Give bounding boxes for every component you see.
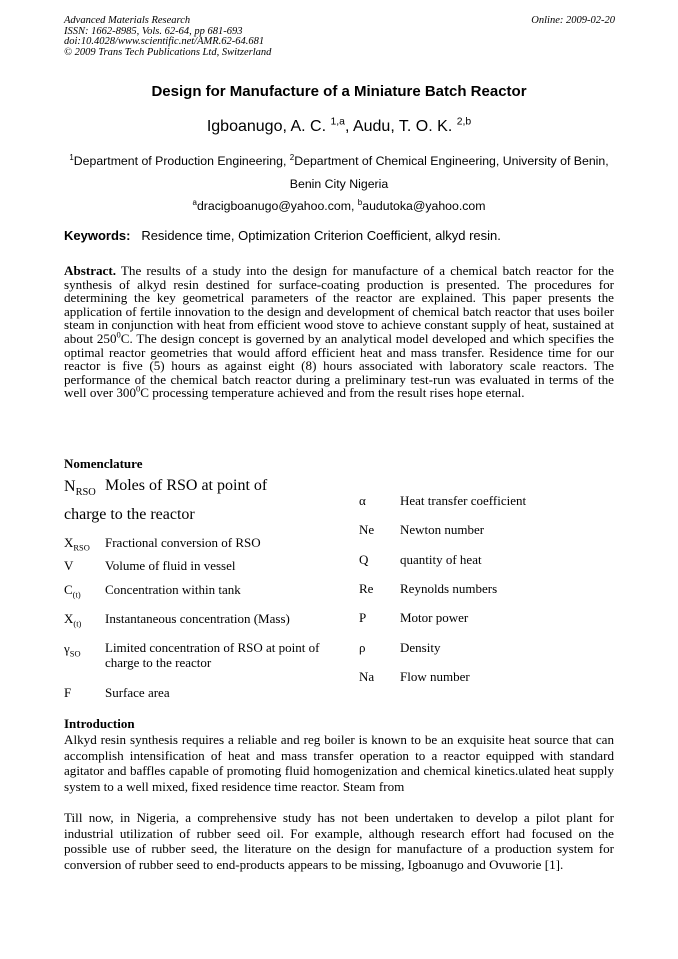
author-2-sup: 2,b xyxy=(456,116,472,128)
nom-symbol: Na xyxy=(359,669,375,684)
nom-desc: charge to the reactor xyxy=(64,506,195,523)
nom-symbol: $\gamma_{SO}$ xyxy=(64,641,81,659)
nom-desc: Flow number xyxy=(400,669,470,684)
email-sup: a xyxy=(192,197,197,207)
aff-1: Department of Production Engineering, xyxy=(73,154,290,168)
issn: ISSN: 1662-8985, Vols. 62-64, pp 681-693 xyxy=(64,25,243,37)
nom-symbol: Q xyxy=(359,552,369,567)
keywords xyxy=(64,228,501,243)
author-1-sup: 1,a xyxy=(330,116,345,128)
author-2: , Audu, T. O. K. xyxy=(344,118,457,135)
email-sup: b xyxy=(357,197,363,207)
nom-symbol: P xyxy=(359,610,367,625)
nom-desc: Fractional conversion of RSO xyxy=(105,535,261,550)
introduction-paragraph-1: Alkyd resin synthesis requires a reliable and reg boiler is known to be an exquisite heat source that can accomplish intensification of heat and mass transfer operation to a reactor equipped with standard agitator and baffles capable of promoting fluid homogenization and chemical kinetics.ulated heat supply system to a well mixed, fixed residence time reactor. Steam from xyxy=(64,732,614,794)
introduction-paragraph-2: Till now, in Nigeria, a comprehensive study has not been undertaken to develop a pilot plant for industrial utilization of rubber seed oil. For example, although research effort had focused on the possible use of rubber seed, the literature on the design for manufacture of a production system for conversion of rubber seed to end-products appears to be missing, Igboanugo and Ovuworie [1]. xyxy=(64,810,614,872)
doi: doi:10.4028/www.scientific.net/AMR.62-64.681 xyxy=(64,36,265,48)
nom-desc: Reynolds numbers xyxy=(400,581,498,596)
copyright: © 2009 Trans Tech Publications Ltd, Switzerland xyxy=(64,46,272,58)
nom-desc: Surface area xyxy=(105,685,170,700)
nom-desc: Newton number xyxy=(400,522,485,537)
abstract-text: The results of a study into the design for manufacture of a chemical batch reactor for the synthesis of alkyd resin destined for surface-coating production is presented. The procedures for determining the key geometrical parameters of the reactor are explained. This paper presents the application of fertile innovation to the design and development of chemical batch reactor that uses boiler steam in conjunction with heat from efficient wood stove to achieve constant supply of heat, sustained at about 250 xyxy=(64,263,614,346)
email-2: audutoka@yahoo.com xyxy=(362,199,486,213)
nom-desc: Concentration within tank xyxy=(105,582,241,597)
abstract-text: C. The design concept is governed by an analytical model developed and which specifies the optimal reactor geometries that would afford efficient heat and mass transfer. Residence time for our reactor is five (5) hours as against eight (8) hours associated with laboratory scale reactors. The performance of the chemical batch reactor during a preliminary test-run was evaluated in terms of the well over 300 xyxy=(64,330,614,401)
aff-sup: 1 xyxy=(69,152,74,162)
nom-desc: Moles of RSO at point of xyxy=(105,477,268,494)
online-date: Online: 2009-02-20 xyxy=(531,15,615,26)
introduction-heading: Introduction xyxy=(64,716,135,731)
nom-symbol: α xyxy=(359,493,366,508)
author-1: Igboanugo, A. C. xyxy=(206,118,331,135)
nom-symbol: ρ xyxy=(359,640,366,655)
nom-symbol: Re xyxy=(359,581,374,596)
nomenclature-heading: Nomenclature xyxy=(64,456,143,471)
nom-desc: Volume of fluid in vessel xyxy=(105,558,236,573)
abstract xyxy=(64,264,614,400)
degree-sup: 0 xyxy=(116,329,121,340)
keywords-label: Keywords: xyxy=(64,228,131,243)
journal-header xyxy=(64,16,271,58)
degree-sup: 0 xyxy=(136,383,141,394)
nom-symbol: $X_{RSO}$ xyxy=(64,535,90,553)
aff-2: Department of Chemical Engineering, University of Benin, Benin City Nigeria xyxy=(289,154,609,191)
nom-symbol: V xyxy=(64,558,74,573)
nom-symbol: $N_{RSO}$ xyxy=(64,478,96,499)
keywords-text: Residence time, Optimization Criterion Coefficient, alkyd resin. xyxy=(141,228,501,243)
nom-symbol: $C_{(t)}$ xyxy=(64,582,81,600)
aff-sup: 2 xyxy=(289,152,295,162)
email-1: dracigboanugo@yahoo.com, xyxy=(196,199,358,213)
journal-name: Advanced Materials Research xyxy=(64,15,191,26)
nom-desc: Instantaneous concentration (Mass) xyxy=(105,611,290,626)
abstract-label: Abstract. xyxy=(64,263,116,278)
nom-desc: Heat transfer coefficient xyxy=(400,493,527,508)
nom-desc: Density xyxy=(400,640,441,655)
authors xyxy=(0,118,678,136)
paper-title: Design for Manufacture of a Miniature Batch Reactor xyxy=(151,83,527,100)
nom-symbol: $X_{(t)}$ xyxy=(64,611,82,629)
nom-desc: quantity of heat xyxy=(400,552,482,567)
nom-symbol: F xyxy=(64,685,72,700)
nom-desc: Limited concentration of RSO at point of charge to the reactor xyxy=(105,640,320,670)
abstract-text: C processing temperature achieved and from the result rises hope eternal. xyxy=(140,385,525,401)
affiliations xyxy=(64,150,614,218)
nom-symbol: Ne xyxy=(359,522,375,537)
nom-desc: Motor power xyxy=(400,610,469,625)
